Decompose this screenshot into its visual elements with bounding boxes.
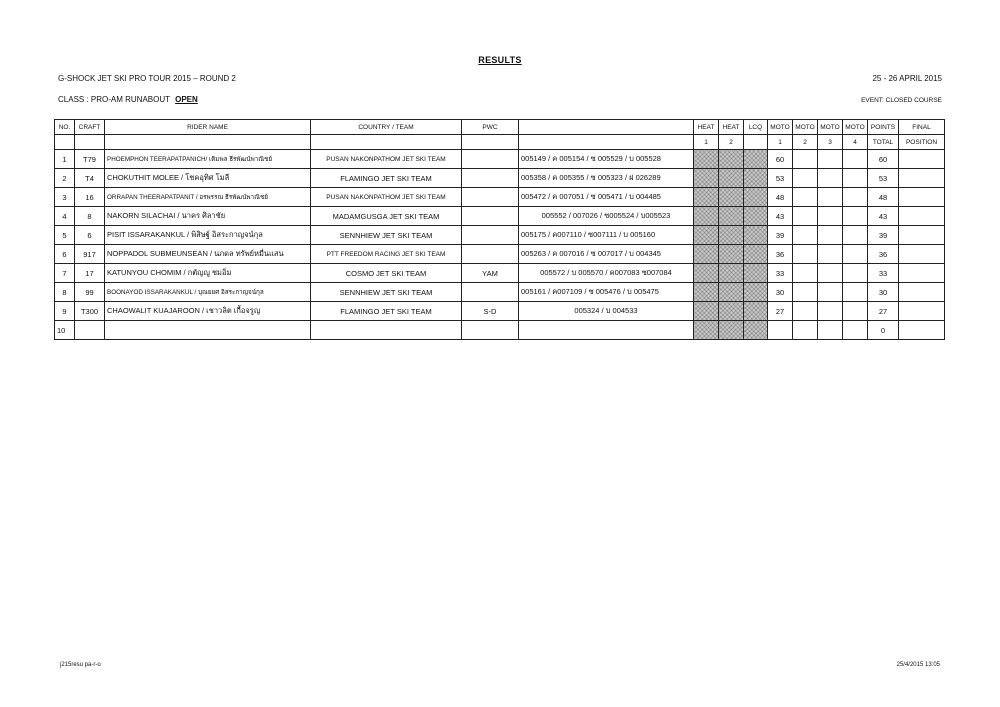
event-name: G-SHOCK JET SKI PRO TOUR 2015 – ROUND 2 bbox=[58, 74, 236, 83]
cell-no: 10 bbox=[55, 321, 75, 340]
cell-pwc bbox=[462, 150, 519, 169]
cell-moto-1: 27 bbox=[768, 302, 793, 321]
cell-heat-2 bbox=[719, 207, 744, 226]
col-final: FINAL bbox=[899, 120, 945, 135]
cell-total: 39 bbox=[868, 226, 899, 245]
cell-rider: PHOEMPHON TEERAPATPANICH/ เติมพล ธีรพัฒน์พาณิชย์ bbox=[105, 150, 311, 169]
cell-position bbox=[899, 245, 945, 264]
sub-empty bbox=[55, 135, 75, 150]
event-date: 25 - 26 APRIL 2015 bbox=[872, 74, 942, 83]
cell-position bbox=[899, 283, 945, 302]
cell-moto-3 bbox=[818, 264, 843, 283]
results-table bbox=[54, 119, 945, 340]
cell-craft: 8 bbox=[75, 207, 105, 226]
cell-moto-4 bbox=[843, 226, 868, 245]
cell-moto-1: 60 bbox=[768, 150, 793, 169]
col-points: POINTS bbox=[868, 120, 899, 135]
cell-position bbox=[899, 226, 945, 245]
cell-country bbox=[311, 321, 462, 340]
cell-pwc bbox=[462, 321, 519, 340]
cell-lcq bbox=[744, 207, 768, 226]
cell-craft: T300 bbox=[75, 302, 105, 321]
cell-heat-2 bbox=[719, 150, 744, 169]
class-line bbox=[58, 95, 198, 104]
cell-moto-1: 43 bbox=[768, 207, 793, 226]
cell-total: 33 bbox=[868, 264, 899, 283]
class-label: CLASS : PRO-AM RUNABOUT bbox=[58, 95, 170, 104]
cell-no: 9 bbox=[55, 302, 75, 321]
cell-total: 48 bbox=[868, 188, 899, 207]
sub-empty bbox=[519, 135, 694, 150]
cell-craft: T4 bbox=[75, 169, 105, 188]
cell-position bbox=[899, 188, 945, 207]
cell-moto-1: 53 bbox=[768, 169, 793, 188]
cell-craft: 16 bbox=[75, 188, 105, 207]
cell-lcq bbox=[744, 264, 768, 283]
table-row bbox=[55, 321, 945, 340]
cell-moto-3 bbox=[818, 226, 843, 245]
cell-lcq bbox=[744, 245, 768, 264]
sub-empty bbox=[311, 135, 462, 150]
table-row bbox=[55, 188, 945, 207]
cell-heat-1 bbox=[694, 169, 719, 188]
footer-timestamp: 25/4/2015 13:05 bbox=[896, 662, 940, 668]
sub-heat-2: 2 bbox=[719, 135, 744, 150]
cell-lcq bbox=[744, 226, 768, 245]
cell-pwc: S-D bbox=[462, 302, 519, 321]
cell-pwc bbox=[462, 226, 519, 245]
col-rider: RIDER NAME bbox=[105, 120, 311, 135]
cell-no: 8 bbox=[55, 283, 75, 302]
table-row bbox=[55, 207, 945, 226]
col-lcq: LCQ bbox=[744, 120, 768, 135]
footer-file-code: j215resu pa-r-o bbox=[60, 662, 101, 668]
sub-moto-4: 4 bbox=[843, 135, 868, 150]
cell-no: 3 bbox=[55, 188, 75, 207]
cell-no: 5 bbox=[55, 226, 75, 245]
class-value: OPEN bbox=[175, 95, 198, 104]
cell-moto-2 bbox=[793, 321, 818, 340]
cell-rider: CHAOWALIT KUAJAROON / เชาวลิต เกื้อจรูญ bbox=[105, 302, 311, 321]
header-row-2 bbox=[55, 135, 945, 150]
cell-heat-1 bbox=[694, 283, 719, 302]
cell-moto-4 bbox=[843, 302, 868, 321]
table-row bbox=[55, 226, 945, 245]
cell-no: 7 bbox=[55, 264, 75, 283]
cell-craft bbox=[75, 321, 105, 340]
cell-heat-2 bbox=[719, 283, 744, 302]
sub-moto-3: 3 bbox=[818, 135, 843, 150]
cell-no: 6 bbox=[55, 245, 75, 264]
cell-heat-2 bbox=[719, 188, 744, 207]
col-moto-1: MOTO bbox=[768, 120, 793, 135]
cell-position bbox=[899, 169, 945, 188]
cell-moto-2 bbox=[793, 188, 818, 207]
cell-pwc bbox=[462, 283, 519, 302]
cell-heat-1 bbox=[694, 264, 719, 283]
cell-moto-3 bbox=[818, 302, 843, 321]
cell-heat-1 bbox=[694, 188, 719, 207]
table-row bbox=[55, 264, 945, 283]
sub-empty bbox=[75, 135, 105, 150]
cell-moto-3 bbox=[818, 150, 843, 169]
cell-country: SENNHIEW JET SKI TEAM bbox=[311, 283, 462, 302]
col-pwc: PWC bbox=[462, 120, 519, 135]
cell-craft: 17 bbox=[75, 264, 105, 283]
cell-pwc bbox=[462, 245, 519, 264]
col-no: NO. bbox=[55, 120, 75, 135]
event-type: EVENT: CLOSED COURSE bbox=[861, 97, 942, 104]
cell-heat-2 bbox=[719, 169, 744, 188]
cell-moto-2 bbox=[793, 226, 818, 245]
cell-rider bbox=[105, 321, 311, 340]
col-craft: CRAFT bbox=[75, 120, 105, 135]
cell-position bbox=[899, 264, 945, 283]
table-row bbox=[55, 150, 945, 169]
cell-moto-2 bbox=[793, 283, 818, 302]
cell-moto-2 bbox=[793, 150, 818, 169]
table-row bbox=[55, 169, 945, 188]
cell-moto-4 bbox=[843, 264, 868, 283]
cell-moto-4 bbox=[843, 321, 868, 340]
cell-ids: 005552 / 007026 / ซ005524 / บ005523 bbox=[519, 207, 694, 226]
cell-moto-3 bbox=[818, 245, 843, 264]
cell-no: 1 bbox=[55, 150, 75, 169]
sub-empty bbox=[462, 135, 519, 150]
cell-heat-2 bbox=[719, 302, 744, 321]
col-heat-2: HEAT bbox=[719, 120, 744, 135]
cell-heat-2 bbox=[719, 264, 744, 283]
cell-ids: 005161 / ค007109 / ซ 005476 / บ 005475 bbox=[519, 283, 694, 302]
cell-moto-4 bbox=[843, 188, 868, 207]
sub-empty bbox=[105, 135, 311, 150]
sub-heat-1: 1 bbox=[694, 135, 719, 150]
cell-lcq bbox=[744, 321, 768, 340]
cell-moto-4 bbox=[843, 207, 868, 226]
header-row-1 bbox=[55, 120, 945, 135]
cell-country: FLAMINGO JET SKI TEAM bbox=[311, 169, 462, 188]
cell-no: 4 bbox=[55, 207, 75, 226]
cell-total: 53 bbox=[868, 169, 899, 188]
cell-heat-2 bbox=[719, 321, 744, 340]
cell-moto-3 bbox=[818, 188, 843, 207]
table-row bbox=[55, 302, 945, 321]
cell-total: 30 bbox=[868, 283, 899, 302]
sub-moto-1: 1 bbox=[768, 135, 793, 150]
cell-rider: BOONAYOD ISSARAKANKUL / บุณยยศ อิสระกาญจน์กุล bbox=[105, 283, 311, 302]
cell-ids: 005175 / ค007110 / ซ007111 / บ 005160 bbox=[519, 226, 694, 245]
cell-craft: 99 bbox=[75, 283, 105, 302]
cell-rider: NAKORN SILACHAI / นาคร ศิลาชัย bbox=[105, 207, 311, 226]
col-ids bbox=[519, 120, 694, 135]
cell-moto-2 bbox=[793, 264, 818, 283]
cell-moto-1 bbox=[768, 321, 793, 340]
cell-heat-2 bbox=[719, 226, 744, 245]
cell-moto-3 bbox=[818, 207, 843, 226]
cell-heat-2 bbox=[719, 245, 744, 264]
cell-ids: 005358 / ค 005355 / ซ 005323 / ฝ 026289 bbox=[519, 169, 694, 188]
cell-heat-1 bbox=[694, 226, 719, 245]
table-row bbox=[55, 245, 945, 264]
cell-moto-1: 48 bbox=[768, 188, 793, 207]
cell-rider: CHOKUTHIT MOLEE / โชคอุทิศ โมลี bbox=[105, 169, 311, 188]
cell-position bbox=[899, 207, 945, 226]
cell-moto-2 bbox=[793, 207, 818, 226]
cell-pwc: YAM bbox=[462, 264, 519, 283]
cell-lcq bbox=[744, 302, 768, 321]
cell-heat-1 bbox=[694, 245, 719, 264]
col-moto-2: MOTO bbox=[793, 120, 818, 135]
cell-rider: KATUNYOU CHOMIM / กตัญญู ชมอิ่ม bbox=[105, 264, 311, 283]
col-country: COUNTRY / TEAM bbox=[311, 120, 462, 135]
cell-moto-4 bbox=[843, 283, 868, 302]
cell-ids: 005149 / ค 005154 / ซ 005529 / บ 005528 bbox=[519, 150, 694, 169]
sub-position: POSITION bbox=[899, 135, 945, 150]
cell-pwc bbox=[462, 169, 519, 188]
cell-craft: T79 bbox=[75, 150, 105, 169]
cell-moto-3 bbox=[818, 283, 843, 302]
col-moto-3: MOTO bbox=[818, 120, 843, 135]
cell-total: 36 bbox=[868, 245, 899, 264]
cell-heat-1 bbox=[694, 321, 719, 340]
cell-moto-4 bbox=[843, 245, 868, 264]
cell-lcq bbox=[744, 150, 768, 169]
cell-craft: 6 bbox=[75, 226, 105, 245]
cell-ids: 005572 / บ 005570 / ค007083 ซ007084 bbox=[519, 264, 694, 283]
col-moto-4: MOTO bbox=[843, 120, 868, 135]
cell-total: 0 bbox=[868, 321, 899, 340]
cell-country: PUSAN NAKONPATHOM JET SKI TEAM bbox=[311, 188, 462, 207]
cell-moto-2 bbox=[793, 302, 818, 321]
cell-position bbox=[899, 302, 945, 321]
sub-total: TOTAL bbox=[868, 135, 899, 150]
col-heat-1: HEAT bbox=[694, 120, 719, 135]
cell-total: 43 bbox=[868, 207, 899, 226]
cell-ids: 005472 / ค 007051 / ซ 005471 / บ 004485 bbox=[519, 188, 694, 207]
cell-ids bbox=[519, 321, 694, 340]
cell-moto-1: 30 bbox=[768, 283, 793, 302]
cell-craft: 917 bbox=[75, 245, 105, 264]
cell-pwc bbox=[462, 188, 519, 207]
cell-country: FLAMINGO JET SKI TEAM bbox=[311, 302, 462, 321]
cell-moto-4 bbox=[843, 150, 868, 169]
cell-total: 27 bbox=[868, 302, 899, 321]
sub-moto-2: 2 bbox=[793, 135, 818, 150]
cell-lcq bbox=[744, 283, 768, 302]
cell-rider: PISIT ISSARAKANKUL / พิสิษฐ์ อิสระกาญจน์กุล bbox=[105, 226, 311, 245]
cell-moto-1: 39 bbox=[768, 226, 793, 245]
cell-moto-1: 33 bbox=[768, 264, 793, 283]
cell-moto-3 bbox=[818, 321, 843, 340]
cell-position bbox=[899, 321, 945, 340]
cell-no: 2 bbox=[55, 169, 75, 188]
cell-heat-1 bbox=[694, 207, 719, 226]
sub-lcq bbox=[744, 135, 768, 150]
cell-position bbox=[899, 150, 945, 169]
cell-country: PTT FREEDOM RACING JET SKI TEAM bbox=[311, 245, 462, 264]
cell-country: COSMO JET SKI TEAM bbox=[311, 264, 462, 283]
cell-country: MADAMGUSGA JET SKI TEAM bbox=[311, 207, 462, 226]
cell-heat-1 bbox=[694, 302, 719, 321]
cell-ids: 005263 / ค 007016 / ซ 007017 / บ 004345 bbox=[519, 245, 694, 264]
cell-moto-1: 36 bbox=[768, 245, 793, 264]
table-row bbox=[55, 283, 945, 302]
cell-lcq bbox=[744, 188, 768, 207]
cell-moto-2 bbox=[793, 245, 818, 264]
cell-country: PUSAN NAKONPATHOM JET SKI TEAM bbox=[311, 150, 462, 169]
cell-country: SENNHIEW JET SKI TEAM bbox=[311, 226, 462, 245]
cell-total: 60 bbox=[868, 150, 899, 169]
cell-moto-3 bbox=[818, 169, 843, 188]
cell-moto-2 bbox=[793, 169, 818, 188]
cell-moto-4 bbox=[843, 169, 868, 188]
cell-ids: 005324 / บ 004533 bbox=[519, 302, 694, 321]
cell-lcq bbox=[744, 169, 768, 188]
cell-rider: ORRAPAN THEERAPATPANIT / อรพรรณ ธีรพัฒน์พาณิชย์ bbox=[105, 188, 311, 207]
cell-rider: NOPPADOL SUBMEUNSEAN / นภดล ทรัพย์หมื่นแสน bbox=[105, 245, 311, 264]
results-body bbox=[55, 150, 945, 340]
cell-heat-1 bbox=[694, 150, 719, 169]
cell-pwc bbox=[462, 207, 519, 226]
page-title: RESULTS bbox=[478, 55, 522, 65]
